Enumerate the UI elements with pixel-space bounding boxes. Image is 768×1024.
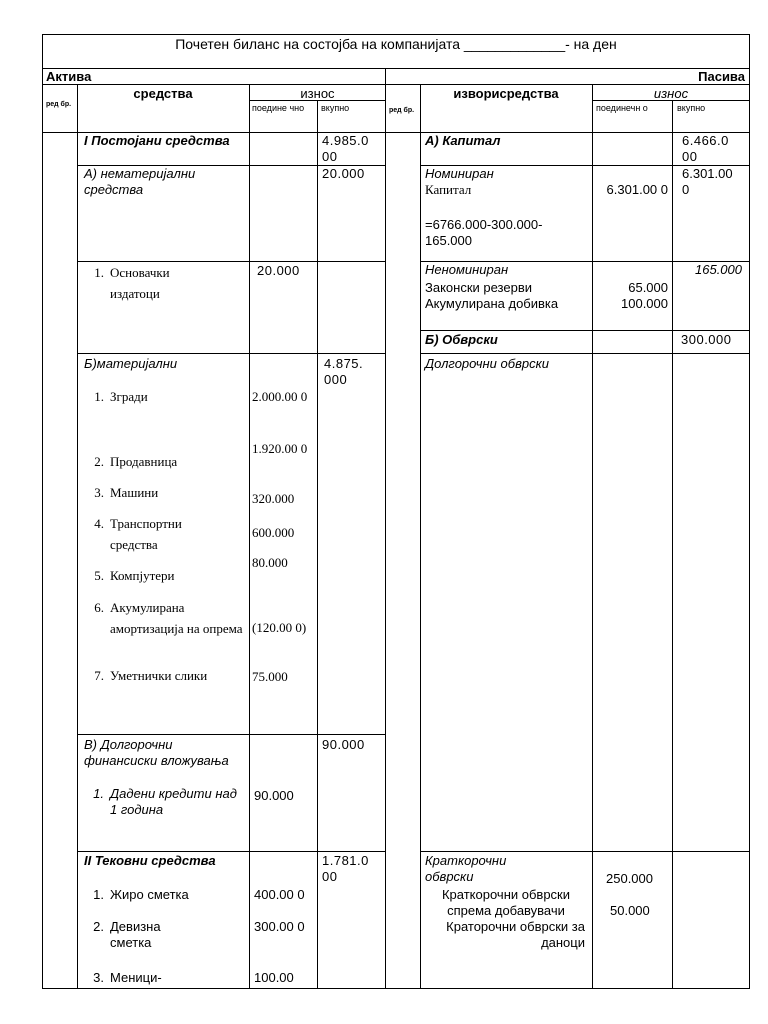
assets-col-total bbox=[317, 100, 318, 989]
page-title: Почетен биланс на состојба на компанијата _____________- на ден bbox=[175, 36, 617, 52]
liab-col-single bbox=[592, 84, 593, 989]
intangible-label: А) нематеријални средства bbox=[84, 166, 196, 197]
st-tax-label: Краторочни обврски за даноци bbox=[446, 919, 585, 950]
st-debts-label: Краткорочни обврски bbox=[425, 853, 507, 884]
item-number: 2. bbox=[94, 454, 104, 469]
border-left bbox=[42, 34, 43, 989]
nonnominal-total: 165.000 bbox=[695, 262, 742, 277]
item-number: 4. bbox=[94, 516, 104, 531]
reserves-value: 65.000 bbox=[628, 280, 668, 295]
item-label: Акумулирана амортизација на опрема bbox=[110, 600, 243, 636]
border-bottom bbox=[42, 988, 750, 989]
material-item-value: (120.00 0) bbox=[252, 620, 307, 635]
material-item-value: 1.920.00 0 bbox=[252, 441, 308, 456]
current-assets-label: II Тековни средства bbox=[84, 853, 216, 868]
border-right bbox=[749, 34, 750, 989]
fixed-assets-label: I Постојани средства bbox=[84, 133, 230, 148]
nonnominal-label: Неноминиран bbox=[425, 262, 509, 277]
liab-col-single-header: поединечн о bbox=[596, 103, 648, 113]
nominal-sub-label: Капитал bbox=[425, 182, 472, 197]
item-number: 3. bbox=[93, 970, 104, 985]
st-supplier-value: 50.000 bbox=[610, 903, 650, 918]
item-label: Дадени кредити над 1 година bbox=[110, 786, 237, 817]
nominal-total: 6.301.00 0 bbox=[682, 166, 733, 197]
item-number: 2. bbox=[93, 919, 104, 934]
item-number: 5. bbox=[94, 568, 104, 583]
liab-col-no bbox=[420, 84, 421, 989]
intangible-total: 20.000 bbox=[322, 166, 365, 181]
liab-row-line bbox=[420, 330, 750, 331]
assets-row-line bbox=[77, 851, 386, 852]
liab-row-line bbox=[420, 851, 750, 852]
st-debts-value: 250.000 bbox=[606, 871, 653, 886]
item-label: Згради bbox=[110, 389, 148, 404]
item-label: Транспортни средства bbox=[110, 516, 182, 552]
current-assets-total: 1.781.0 00 bbox=[322, 853, 369, 884]
material-label: Б)материјални bbox=[84, 356, 178, 371]
item-label: Меници- bbox=[110, 970, 162, 985]
current-asset-value: 400.00 0 bbox=[254, 887, 305, 902]
item-label: Компјутери bbox=[110, 568, 175, 583]
lt-financial-label: В) Долгорочни финансиски вложувања bbox=[84, 737, 229, 768]
item-number: 1. bbox=[93, 786, 104, 801]
material-item-value: 600.000 bbox=[252, 525, 295, 540]
assets-row-line bbox=[77, 353, 386, 354]
item-number: 3. bbox=[94, 485, 104, 500]
profit-value: 100.000 bbox=[621, 296, 668, 311]
liab-col-item-header: изворисредства bbox=[453, 86, 559, 101]
debts-label: Б) Обврски bbox=[425, 332, 498, 347]
liabilities-label: Пасива bbox=[698, 69, 745, 84]
item-label: Машини bbox=[110, 485, 159, 500]
assets-col-no bbox=[77, 84, 78, 989]
item-number: 1. bbox=[93, 887, 104, 902]
lt-financial-total: 90.000 bbox=[322, 737, 365, 752]
liab-col-total-header: вкупно bbox=[677, 103, 706, 113]
assets-row-line bbox=[77, 734, 386, 735]
material-item-value: 320.000 bbox=[252, 491, 295, 506]
assets-col-total-header: вкупно bbox=[321, 103, 350, 113]
border-top bbox=[42, 34, 750, 35]
current-asset-value: 300.00 0 bbox=[254, 919, 305, 934]
item-label: Основачки издатоци bbox=[110, 265, 170, 301]
st-supplier-label: Краткорочни обврски спрема добавувачи bbox=[441, 887, 571, 918]
fixed-assets-total: 4.985.0 00 bbox=[322, 133, 369, 164]
lt-financial-item-value: 90.000 bbox=[254, 788, 294, 803]
material-item-value: 75.000 bbox=[252, 669, 288, 684]
nominal-label: Номиниран bbox=[425, 166, 494, 181]
material-item-value: 2.000.00 0 bbox=[252, 389, 308, 404]
nominal-formula: =6766.000-300.000-165.000 bbox=[425, 217, 543, 248]
material-item-value: 80.000 bbox=[252, 555, 288, 570]
liab-col-total bbox=[672, 100, 673, 989]
capital-label: А) Капитал bbox=[425, 133, 501, 148]
assets-label: Актива bbox=[46, 69, 92, 84]
liab-col-no-header: ред бр. bbox=[389, 107, 415, 114]
item-label: Жиро сметка bbox=[110, 887, 189, 902]
assets-col-single-header: поедине чно bbox=[252, 103, 305, 113]
nominal-single: 6.301.00 0 bbox=[606, 182, 668, 197]
startup-costs-value: 20.000 bbox=[257, 263, 300, 278]
item-label: Девизна сметка bbox=[110, 919, 161, 950]
lt-debts-label: Долгорочни обврски bbox=[425, 356, 549, 371]
item-number: 1. bbox=[94, 389, 104, 404]
capital-total: 6.466.0 00 bbox=[682, 133, 729, 164]
item-number: 6. bbox=[94, 600, 104, 615]
debts-total: 300.000 bbox=[681, 332, 732, 347]
item-number: 1. bbox=[94, 265, 104, 280]
assets-col-single bbox=[249, 84, 250, 989]
assets-col-amount-header: износ bbox=[300, 86, 335, 101]
assets-col-item-header: средства bbox=[133, 86, 193, 101]
item-label: Уметнички слики bbox=[110, 668, 208, 683]
item-number: 7. bbox=[94, 668, 104, 683]
assets-label-line bbox=[42, 84, 386, 85]
profit-label: Акумулирана добивка bbox=[425, 296, 559, 311]
item-label: Продавница bbox=[110, 454, 178, 469]
liab-row-line bbox=[420, 353, 750, 354]
assets-col-no-header: ред бр. bbox=[46, 101, 72, 108]
material-total: 4.875. 000 bbox=[324, 356, 364, 387]
liab-col-amount-header: износ bbox=[653, 86, 689, 101]
reserves-label: Законски резерви bbox=[425, 280, 533, 295]
current-asset-value: 100.00 bbox=[254, 970, 294, 985]
